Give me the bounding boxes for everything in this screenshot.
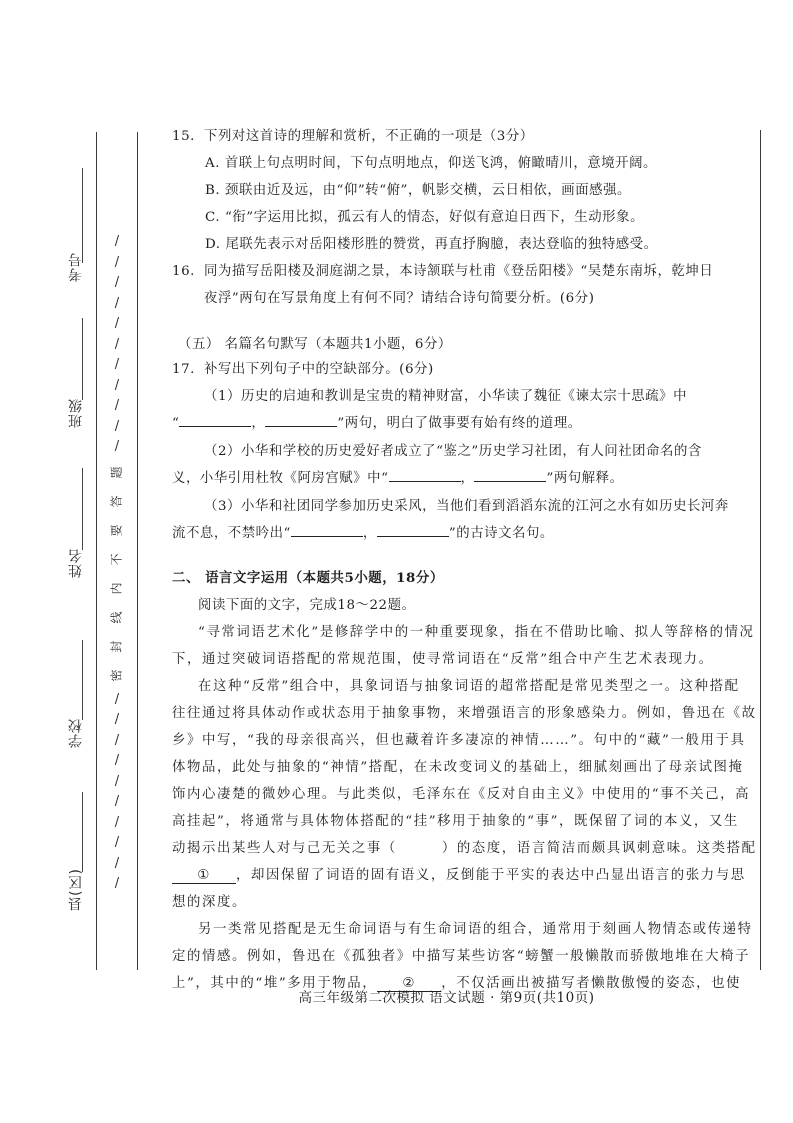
slash-mark: / xyxy=(114,295,120,311)
item-text: ”两句解释。 xyxy=(546,471,624,486)
slash-mark: / xyxy=(114,712,120,727)
option-key: A. xyxy=(205,156,221,171)
slash-mark: / xyxy=(114,876,120,891)
option-text: 尾联先表示对岳阳楼形胜的赞赏，再直抒胸臆，表达登临的独特感受。 xyxy=(225,237,658,252)
q15-stem xyxy=(172,125,534,144)
seal-char: 要 xyxy=(109,523,124,537)
option-text: 颈联由近及远，由“仰”转“俯”，帆影交横，云日相依，画面感强。 xyxy=(225,183,631,198)
page-border-right xyxy=(760,130,761,970)
question-number: 17. xyxy=(172,362,195,377)
question-text: 下列对这首诗的理解和赏析，不正确的一项是（3分） xyxy=(204,129,534,144)
passage-line xyxy=(172,783,750,802)
slash-mark: / xyxy=(114,398,120,413)
section-heading: （五） 名篇名句默写（本题共1小题，6分） xyxy=(178,337,452,352)
slash-mark: / xyxy=(114,377,120,393)
county-label: 县(区) xyxy=(68,868,84,911)
slash-mark: / xyxy=(114,254,120,270)
passage-text: 另一类常见搭配是无生命词语与有生命词语的组合，通常用于刻画人物情态或传递特 xyxy=(198,922,753,937)
passage-text: ，却因保留了词语的固有语义，反倒能于平实的表达中凸显出语言的张力与思 xyxy=(236,868,746,883)
answer-blank-2[interactable]: ② xyxy=(377,977,441,992)
q17-item1-line1 xyxy=(204,385,687,404)
section5-heading xyxy=(178,333,452,352)
answer-blank[interactable] xyxy=(474,469,546,482)
question-number: 15. xyxy=(172,129,195,144)
passage-text: 想的深度。 xyxy=(172,895,247,910)
binding-line-left xyxy=(96,132,97,970)
q15-option-b xyxy=(205,179,631,198)
passage-line xyxy=(172,837,757,856)
option-key: C. xyxy=(205,210,221,225)
answer-blank[interactable] xyxy=(179,414,251,427)
passage-text: ，不仅活画出被描写者懒散傲慢的姿态，也使 xyxy=(441,976,742,991)
question-number: 16. xyxy=(172,264,195,279)
passage-text: “寻常词语艺术化”是修辞学中的一种重要现象，指在不借助比喻、拟人等辞格的情况 xyxy=(198,625,755,640)
passage-text: 体物品，此处与抽象的“神情”搭配，在未改变词义的基础上，细腻刻画出了母亲试图掩 xyxy=(172,760,744,775)
seal-char: 不 xyxy=(109,552,124,566)
answer-blank-1[interactable]: ① xyxy=(172,869,236,884)
seal-strip xyxy=(104,232,130,891)
passage-line xyxy=(198,675,740,694)
passage-line xyxy=(172,891,247,910)
passage-text: 高挂起”，将通常与具体物体搭配的“挂”移用于抽象的“事”，既保留了词的本义，又生 xyxy=(172,814,739,829)
seal-char: 内 xyxy=(109,581,124,595)
part2-heading xyxy=(172,567,444,586)
passage-text: 定的情感。例如，鲁迅在《孤独者》中描写某些访客“螃蟹一般懒散而骄傲地堆在大椅子 xyxy=(172,949,751,964)
item-text: （2）小华和学校的历史爱好者成立了“鉴之”历史学习社团，有人问社团命名的含 xyxy=(204,444,702,459)
item-text: （1）历史的启迪和教训是宝贵的精神财富，小华读了魏征《谏太宗十思疏》中 xyxy=(204,389,688,404)
option-text: “衔”字运用比拟，孤云有人的情态，好似有意迫日西下，生动形象。 xyxy=(224,210,645,225)
passage-line xyxy=(172,945,750,964)
passage-text: 饰内心凄楚的微妙心理。与此类似，毛泽东在《反对自由主义》中使用的“事不关己，高 xyxy=(172,787,751,802)
passage-line xyxy=(172,810,739,829)
school-underline xyxy=(82,640,83,720)
answer-blank[interactable] xyxy=(265,414,337,427)
question-text: 同为描写岳阳楼及洞庭湖之景，本诗颔联与杜甫《登岳阳楼》“吴楚东南坼，乾坤日 xyxy=(204,264,714,279)
item-text: （3）小华和社团同学参加历史采风，当他们看到滔滔东流的江河之水有如历史长河奔 xyxy=(204,499,729,514)
slash-mark: / xyxy=(114,418,120,434)
question-text: 补写出下列句子中的空缺部分。(6分) xyxy=(204,362,434,377)
q17-item2-line1 xyxy=(204,440,702,459)
slash-mark: / xyxy=(114,275,120,290)
passage-line xyxy=(198,621,755,640)
exam-number-underline xyxy=(82,168,83,263)
county-underline xyxy=(82,792,83,872)
slash-mark: / xyxy=(114,732,120,748)
slash-mark: / xyxy=(114,773,120,789)
seal-char: 题 xyxy=(109,465,124,479)
quote-mark: “ xyxy=(172,416,180,431)
q17-item3-line2 xyxy=(172,522,554,541)
item-text: ”两句，明白了做事要有始有终的道理。 xyxy=(337,416,582,431)
seal-char: 线 xyxy=(109,610,124,624)
instruction-text: 阅读下面的文字，完成18～22题。 xyxy=(198,598,416,613)
option-key: D. xyxy=(205,237,221,252)
class-label: 班级 xyxy=(68,398,84,428)
q17-item1-line2 xyxy=(172,412,582,431)
passage-line xyxy=(172,756,744,775)
section-heading: 二、 语言文字运用（本题共5小题，18分） xyxy=(172,570,444,586)
slash-mark: / xyxy=(114,439,120,454)
passage-text: 动揭示出某些人对与己无关之事（ ）的态度，语言简洁而颇具讽刺意味。这类搭配 xyxy=(172,841,757,856)
q16-line2 xyxy=(204,287,594,306)
item-text: 流不息，不禁吟出“ xyxy=(172,526,291,541)
school-label: 学校 xyxy=(68,718,84,748)
q17-item3-line1 xyxy=(204,495,729,514)
passage-line xyxy=(172,729,745,748)
slash-mark: / xyxy=(114,234,120,249)
passage-line xyxy=(172,648,714,667)
separator: ， xyxy=(251,416,266,431)
slash-mark: / xyxy=(114,753,120,768)
passage-line xyxy=(172,702,757,721)
option-key: B. xyxy=(205,183,221,198)
passage-text: 下，通过突破词语搭配的常规范围，使寻常词语在“反常”组合中产生艺术表现力。 xyxy=(172,652,714,667)
slash-mark: / xyxy=(114,794,120,809)
binding-line-right xyxy=(137,132,138,970)
question-text: 夜浮”两句在写景角度上有何不同？请结合诗句简要分析。(6分) xyxy=(204,291,595,306)
passage-text: 上”，其中的“堆”多用于物品， xyxy=(172,976,378,991)
seal-char: 密 xyxy=(109,668,124,682)
part2-instruction xyxy=(198,594,416,613)
passage-line xyxy=(172,864,746,884)
slash-mark: / xyxy=(114,855,120,871)
item-text: ”的古诗文名句。 xyxy=(448,526,554,541)
passage-text: 往往通过将具体动作或状态用于抽象事物，来增强语言的形象感染力。例如，鲁迅在《故 xyxy=(172,706,757,721)
q16-line1 xyxy=(172,260,713,279)
slash-mark: / xyxy=(114,691,120,707)
slash-mark: / xyxy=(114,336,120,352)
seal-char: 封 xyxy=(109,639,124,653)
exam-number-label: 考号 xyxy=(68,252,84,282)
slash-mark: / xyxy=(114,835,120,850)
name-label: 姓名 xyxy=(68,548,84,578)
answer-blank[interactable] xyxy=(291,524,363,537)
option-text: 首联上句点明时间，下句点明地点，仰送飞鸿，俯瞰晴川，意境开阔。 xyxy=(224,156,658,171)
q15-option-c xyxy=(205,206,644,225)
seal-char: 答 xyxy=(109,494,124,508)
passage-text: 在这种“反常”组合中，具象词语与抽象词语的超常搭配是常见类型之一。这种搭配 xyxy=(198,679,740,694)
slash-mark: / xyxy=(114,814,120,830)
answer-blank[interactable] xyxy=(389,469,461,482)
page-footer: 高三年级第二次模拟 语文试题 · 第9页(共10页) xyxy=(298,990,595,1006)
q17-item2-line2 xyxy=(172,467,624,486)
separator: ， xyxy=(362,526,377,541)
q17-stem xyxy=(172,358,434,377)
passage-text: 乡》中写，“我的母亲很高兴，但也藏着许多凄凉的神情……”。句中的“藏”一般用于具 xyxy=(172,733,746,748)
q15-option-d xyxy=(205,233,658,252)
q15-option-a xyxy=(205,152,657,171)
slash-mark: / xyxy=(114,316,120,331)
answer-blank[interactable] xyxy=(377,524,449,537)
slash-mark: / xyxy=(114,357,120,372)
item-text: 义，小华引用杜牧《阿房宫赋》中“ xyxy=(172,471,389,486)
passage-line xyxy=(198,918,753,937)
separator: ， xyxy=(460,471,475,486)
class-underline xyxy=(82,318,83,400)
name-underline xyxy=(82,468,83,550)
